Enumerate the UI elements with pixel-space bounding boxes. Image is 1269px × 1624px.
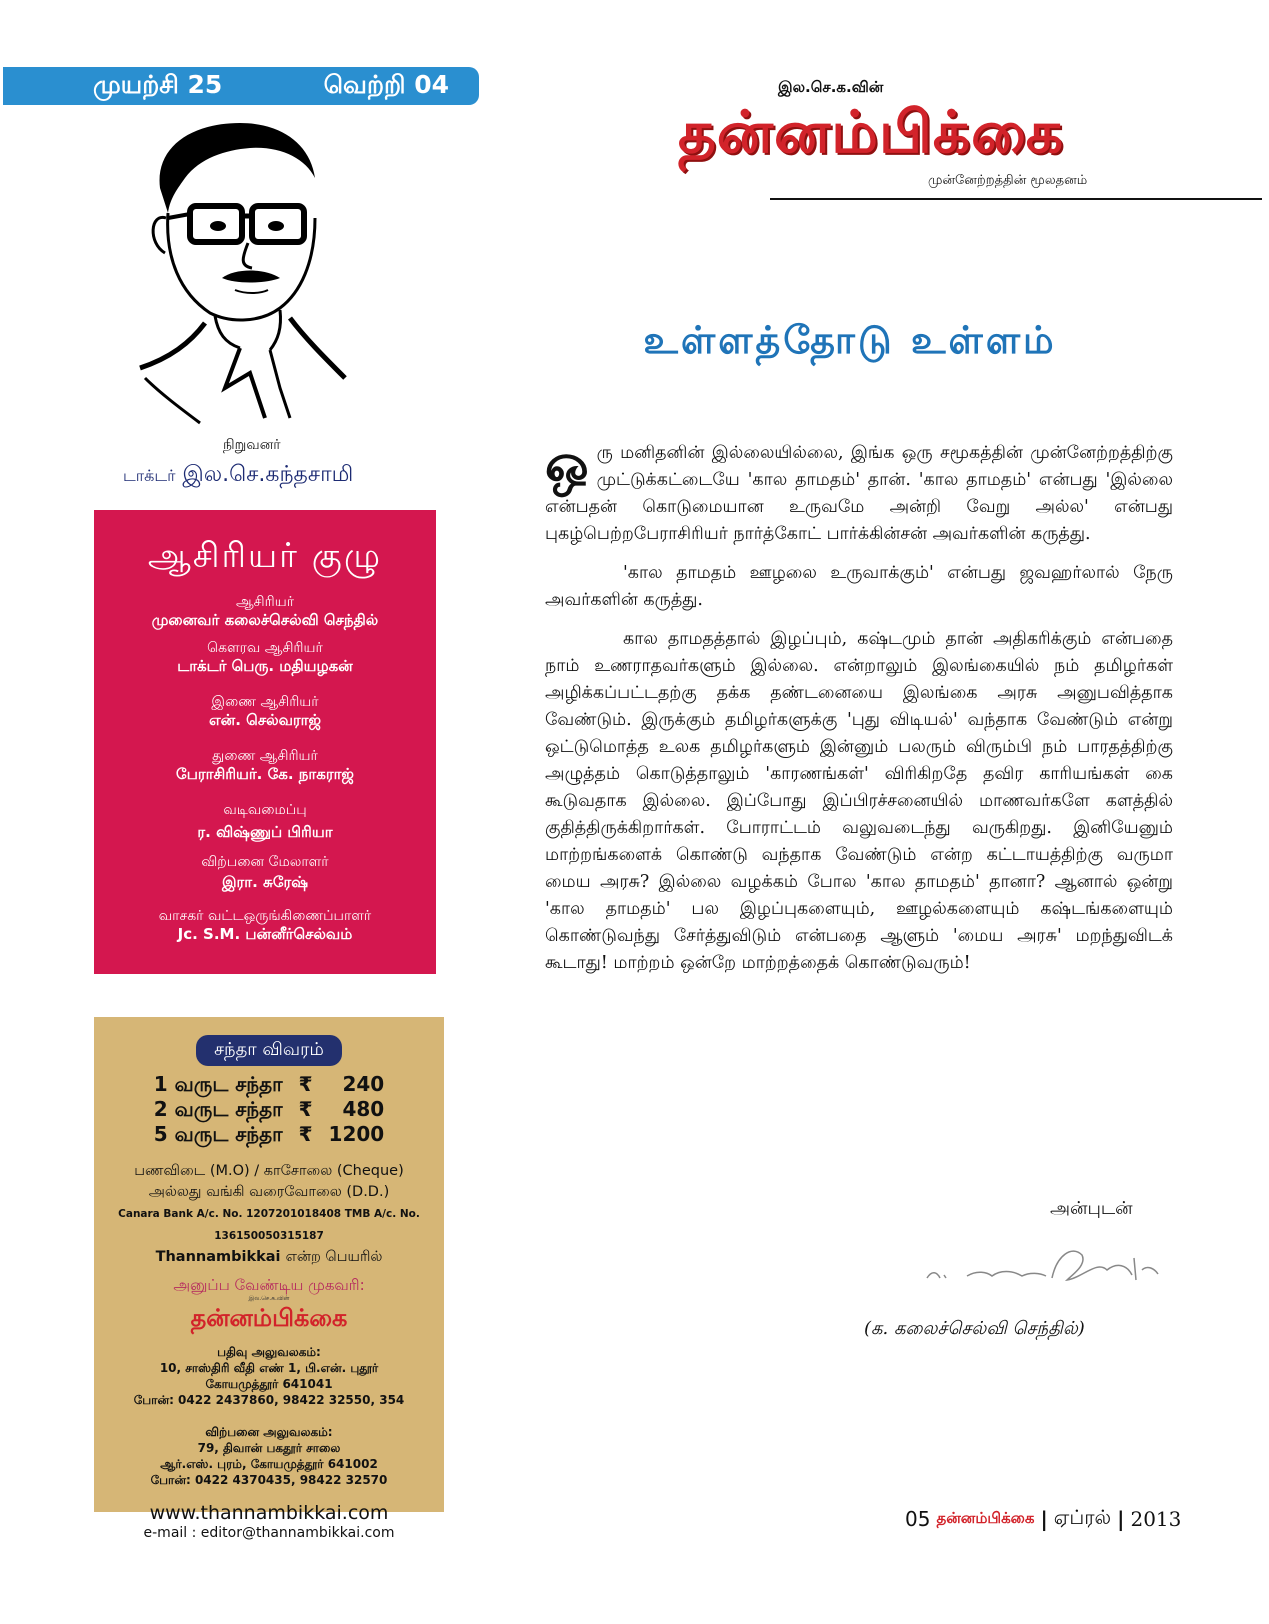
article-body [545,433,1173,989]
design-role: வடிவமைப்பு [223,802,307,818]
assistant-editor-role: துணை ஆசிரியர் [212,748,318,764]
price-table [146,1072,392,1147]
payee-name: Thannambikkai [155,1249,281,1265]
sales-office-line: ஆர்.எஸ். புரம், கோயமுத்தூர் 641002 [160,1457,378,1471]
price-currency: ₹ [298,1072,313,1096]
editor-role: ஆசிரியர் [235,594,295,610]
masthead-logo: தன்னம்பிக்கை [678,98,1064,166]
masthead-pre: இல.செ.க.வின் [778,78,884,96]
footer-separator: | [1117,1506,1125,1531]
footer-year: 2013 [1130,1506,1182,1531]
reg-office-line: போன்: 0422 2437860, 98422 32550, 354 [133,1393,405,1407]
logo-pre-small: இல.செ.க.வின் [248,1295,290,1302]
price-currency: ₹ [298,1122,313,1146]
issue-attempt: முயற்சி 25 [93,69,223,99]
signer-name: (க. கலைச்செல்வி செந்தில்) [864,1318,1085,1339]
reg-office-heading: பதிவு அலுவலகம்: [217,1345,321,1359]
price-row [146,1122,392,1147]
send-address-heading: அனுப்ப வேண்டிய முகவரி: [173,1276,365,1294]
sales-office-line: 79, திவான் பகதூர் சாலை [197,1441,341,1455]
page-footer [905,1505,1181,1532]
associate-editor-role: இணை ஆசிரியர் [211,694,319,710]
editorial-title: ஆசிரியர் குழு [147,536,383,576]
payment-methods-line2: அல்லது வங்கி வரைவோலை (D.D.) [148,1184,390,1200]
signature-image [922,1240,1172,1290]
price-amount: 1200 [328,1122,385,1146]
issue-success: வெற்றி 04 [323,69,449,99]
subscription-box [94,1017,444,1541]
issue-bar [3,67,479,105]
reader-coordinator-role: வாசகர் வட்டஒருங்கிணைப்பாளர் [158,908,372,924]
payment-methods-line1: பணவிடை (M.O) / காசோலை (Cheque) [134,1163,404,1179]
sales-manager-role: விற்பனை மேலாளர் [201,854,329,870]
website-link[interactable]: www.thannambikkai.com [149,1502,389,1524]
founder-label: நிறுவனர் [223,437,281,453]
masthead-divider [770,198,1262,200]
price-row [146,1097,392,1122]
article-paragraph [545,433,1173,548]
article-paragraph: 'கால தாமதம் ஊழலை உருவாக்கும்' என்பது ஜவஹர்லால் நேரு அவர்களின் கருத்து. [545,563,1173,610]
footer-separator: | [1040,1506,1048,1531]
reg-office-line: 10, சாஸ்திரி வீதி எண் 1, பி.என். புதூர் [159,1361,379,1375]
design-name: ர. விஷ்ணுப் பிரியா [197,823,333,841]
subscription-logo: தன்னம்பிக்கை [190,1304,348,1332]
editor-name: முனைவர் கலைச்செல்வி செந்தில் [151,611,379,629]
reg-office-line: கோயமுத்தூர் 641041 [205,1377,333,1391]
founder-prefix: டாக்டர் [123,466,176,485]
price-period: 1 வருட சந்தா [153,1072,283,1096]
price-period: 5 வருட சந்தா [153,1122,283,1146]
drop-cap: ஒ [545,433,589,494]
price-currency: ₹ [298,1097,313,1121]
bank-accounts: Canara Bank A/c. No. 1207201018408 TMB A/c. No. 136150050315187 [118,1208,420,1242]
price-amount: 480 [342,1097,385,1121]
founder-portrait-image [130,118,350,428]
footer-logo: தன்னம்பிக்கை [936,1508,1035,1527]
sales-office-line: போன்: 0422 4370435, 98422 32570 [150,1473,388,1487]
editorial-board [94,510,436,974]
reader-coordinator-name: Jc. S.M. பன்னீர்செல்வம் [177,925,353,943]
sales-manager-name: இரா. சுரேஷ் [221,873,309,891]
price-amount: 240 [342,1072,385,1096]
assistant-editor-name: பேராசிரியர். கே. நாகராஜ் [176,765,354,783]
honorary-editor-role: கௌரவ ஆசிரியர் [207,640,323,656]
subscription-title: சந்தா விவரம் [196,1035,342,1066]
price-row [146,1072,392,1097]
payee-suffix: என்ற பெயரில் [285,1249,383,1265]
payee-line [94,1247,444,1268]
sales-office-heading: விற்பனை அலுவலகம்: [205,1425,333,1439]
page-number: 05 [905,1506,931,1531]
page-title: உள்ளத்தோடு உள்ளம் [643,318,1057,362]
signoff: அன்புடன் [1050,1198,1133,1219]
price-period: 2 வருட சந்தா [153,1097,283,1121]
founder-name-text: இல.செ.கந்தசாமி [182,462,354,487]
founder-name [123,462,353,490]
masthead-tagline: முன்னேற்றத்தின் மூலதனம் [928,173,1088,188]
honorary-editor-name: டாக்டர் பெரு. மதியழகன் [177,657,353,675]
footer-month: ஏப்ரல் [1053,1505,1112,1529]
associate-editor-name: என். செல்வராஜ் [208,711,322,729]
paragraph-1-text: ரு மனிதனின் இல்லையில்லை, இங்க ஒரு சமூகத்தின் முன்னேற்றத்திற்கு முட்டுக்கட்டையே 'கால தாமதம்' தான். 'கால தாமதம்' என்பது 'இல்லை என்பதன் கொடுமையான உருவமே அன்றி வேறு அல்ல' என்பது புகழ்பெற்றபேராசிரியர் நார்த்கோட் பார்க்கின்சன் அவர்களின் கருத்து. [545,443,1173,544]
email-link[interactable]: e-mail : editor@thannambikkai.com [143,1525,395,1541]
article-paragraph: கால தாமதத்தால் இழப்பும், கஷ்டமும் தான் அதிகரிக்கும் என்பதை நாம் உணராதவர்களும் இல்லை. என்றாலும் இலங்கையில் நம் தமிழர்கள் அழிக்கப்பட்டதற்கு தக்க தண்டனையை இலங்கை அரசு அனுபவித்தாக வேண்டும். இருக்கும் தமிழர்களுக்கு 'புது விடியல்' வந்தாக வேண்டும் என்று ஒட்டுமொத்த உலக தமிழர்களும் இன்னும் பலரும் விரும்பி நம் பாரதத்திற்கு அழுத்தம் கொடுத்தாலும் 'காரணங்கள்' விரிகிறதே தவிர காரியங்கள் கை கூடுவதாக இல்லை. இப்போது இப்பிரச்சனையில் மாணவர்களே களத்தில் குதித்திருக்கிறார்கள். போராட்டம் வலுவடைந்து வருகிறது. இனியேனும் மாற்றங்களைக் கொண்டு வந்தாக வேண்டும் என்ற கட்டாயத்திற்கு வருமா மைய அரசு? இல்லை வழக்கம் போல 'கால தாமதம்' தானா? ஆனால் ஒன்று 'கால தாமதம்' பல இழப்புகளையும், ஊழல்களையும் கஷ்டங்களையும் கொண்டுவந்து சேர்த்துவிடும் என்பதை ஆளும் 'மைய அரசு' மறந்துவிடக் கூடாது! மாற்றம் ஒன்றே மாற்றத்தைக் கொண்டுவரும்! [545,629,1173,973]
